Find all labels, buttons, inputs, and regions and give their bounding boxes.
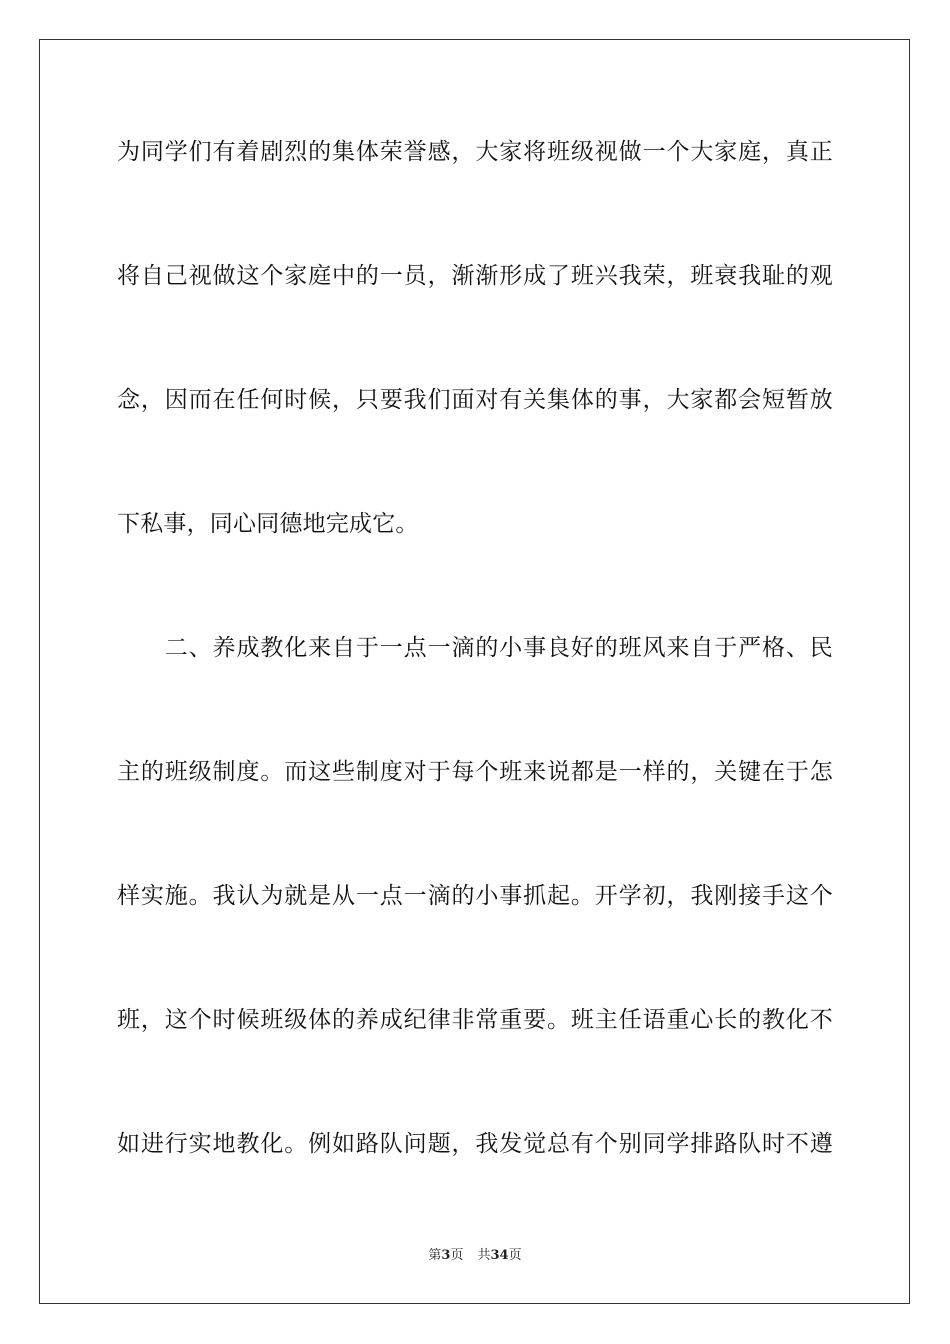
total-suffix: 页 [508,1248,522,1263]
paragraph-line-2: 将自己视做这个家庭中的一员，渐渐形成了班兴我荣，班衰我耻的观 [117,263,833,289]
page-footer [0,1247,950,1265]
paragraph-line-3: 念，因而在任何时候，只要我们面对有关集体的事，大家都会短暂放 [117,387,833,413]
paragraph-line-6: 主的班级制度。而这些制度对于每个班来说都是一样的，关键在于怎 [117,759,833,785]
paragraph-line-5: 二、养成教化来自于一点一滴的小事良好的班风来自于严格、民 [117,635,833,661]
total-prefix: 共 [477,1248,491,1263]
total-pages: 34 [490,1248,509,1263]
paragraph-line-4: 下私事，同心同德地完成它。 [117,511,419,537]
page-suffix: 页 [450,1248,464,1263]
page-border [39,39,910,1304]
paragraph-line-8: 班，这个时候班级体的养成纪律非常重要。班主任语重心长的教化不 [117,1007,833,1033]
page-number: 3 [441,1248,451,1263]
paragraph-line-1: 为同学们有着剧烈的集体荣誉感，大家将班级视做一个大家庭，真正 [117,139,833,165]
page-prefix: 第 [428,1248,442,1263]
paragraph-line-9: 如进行实地教化。例如路队问题，我发觉总有个别同学排路队时不遵 [117,1131,833,1157]
paragraph-line-7: 样实施。我认为就是从一点一滴的小事抓起。开学初，我刚接手这个 [117,883,833,909]
